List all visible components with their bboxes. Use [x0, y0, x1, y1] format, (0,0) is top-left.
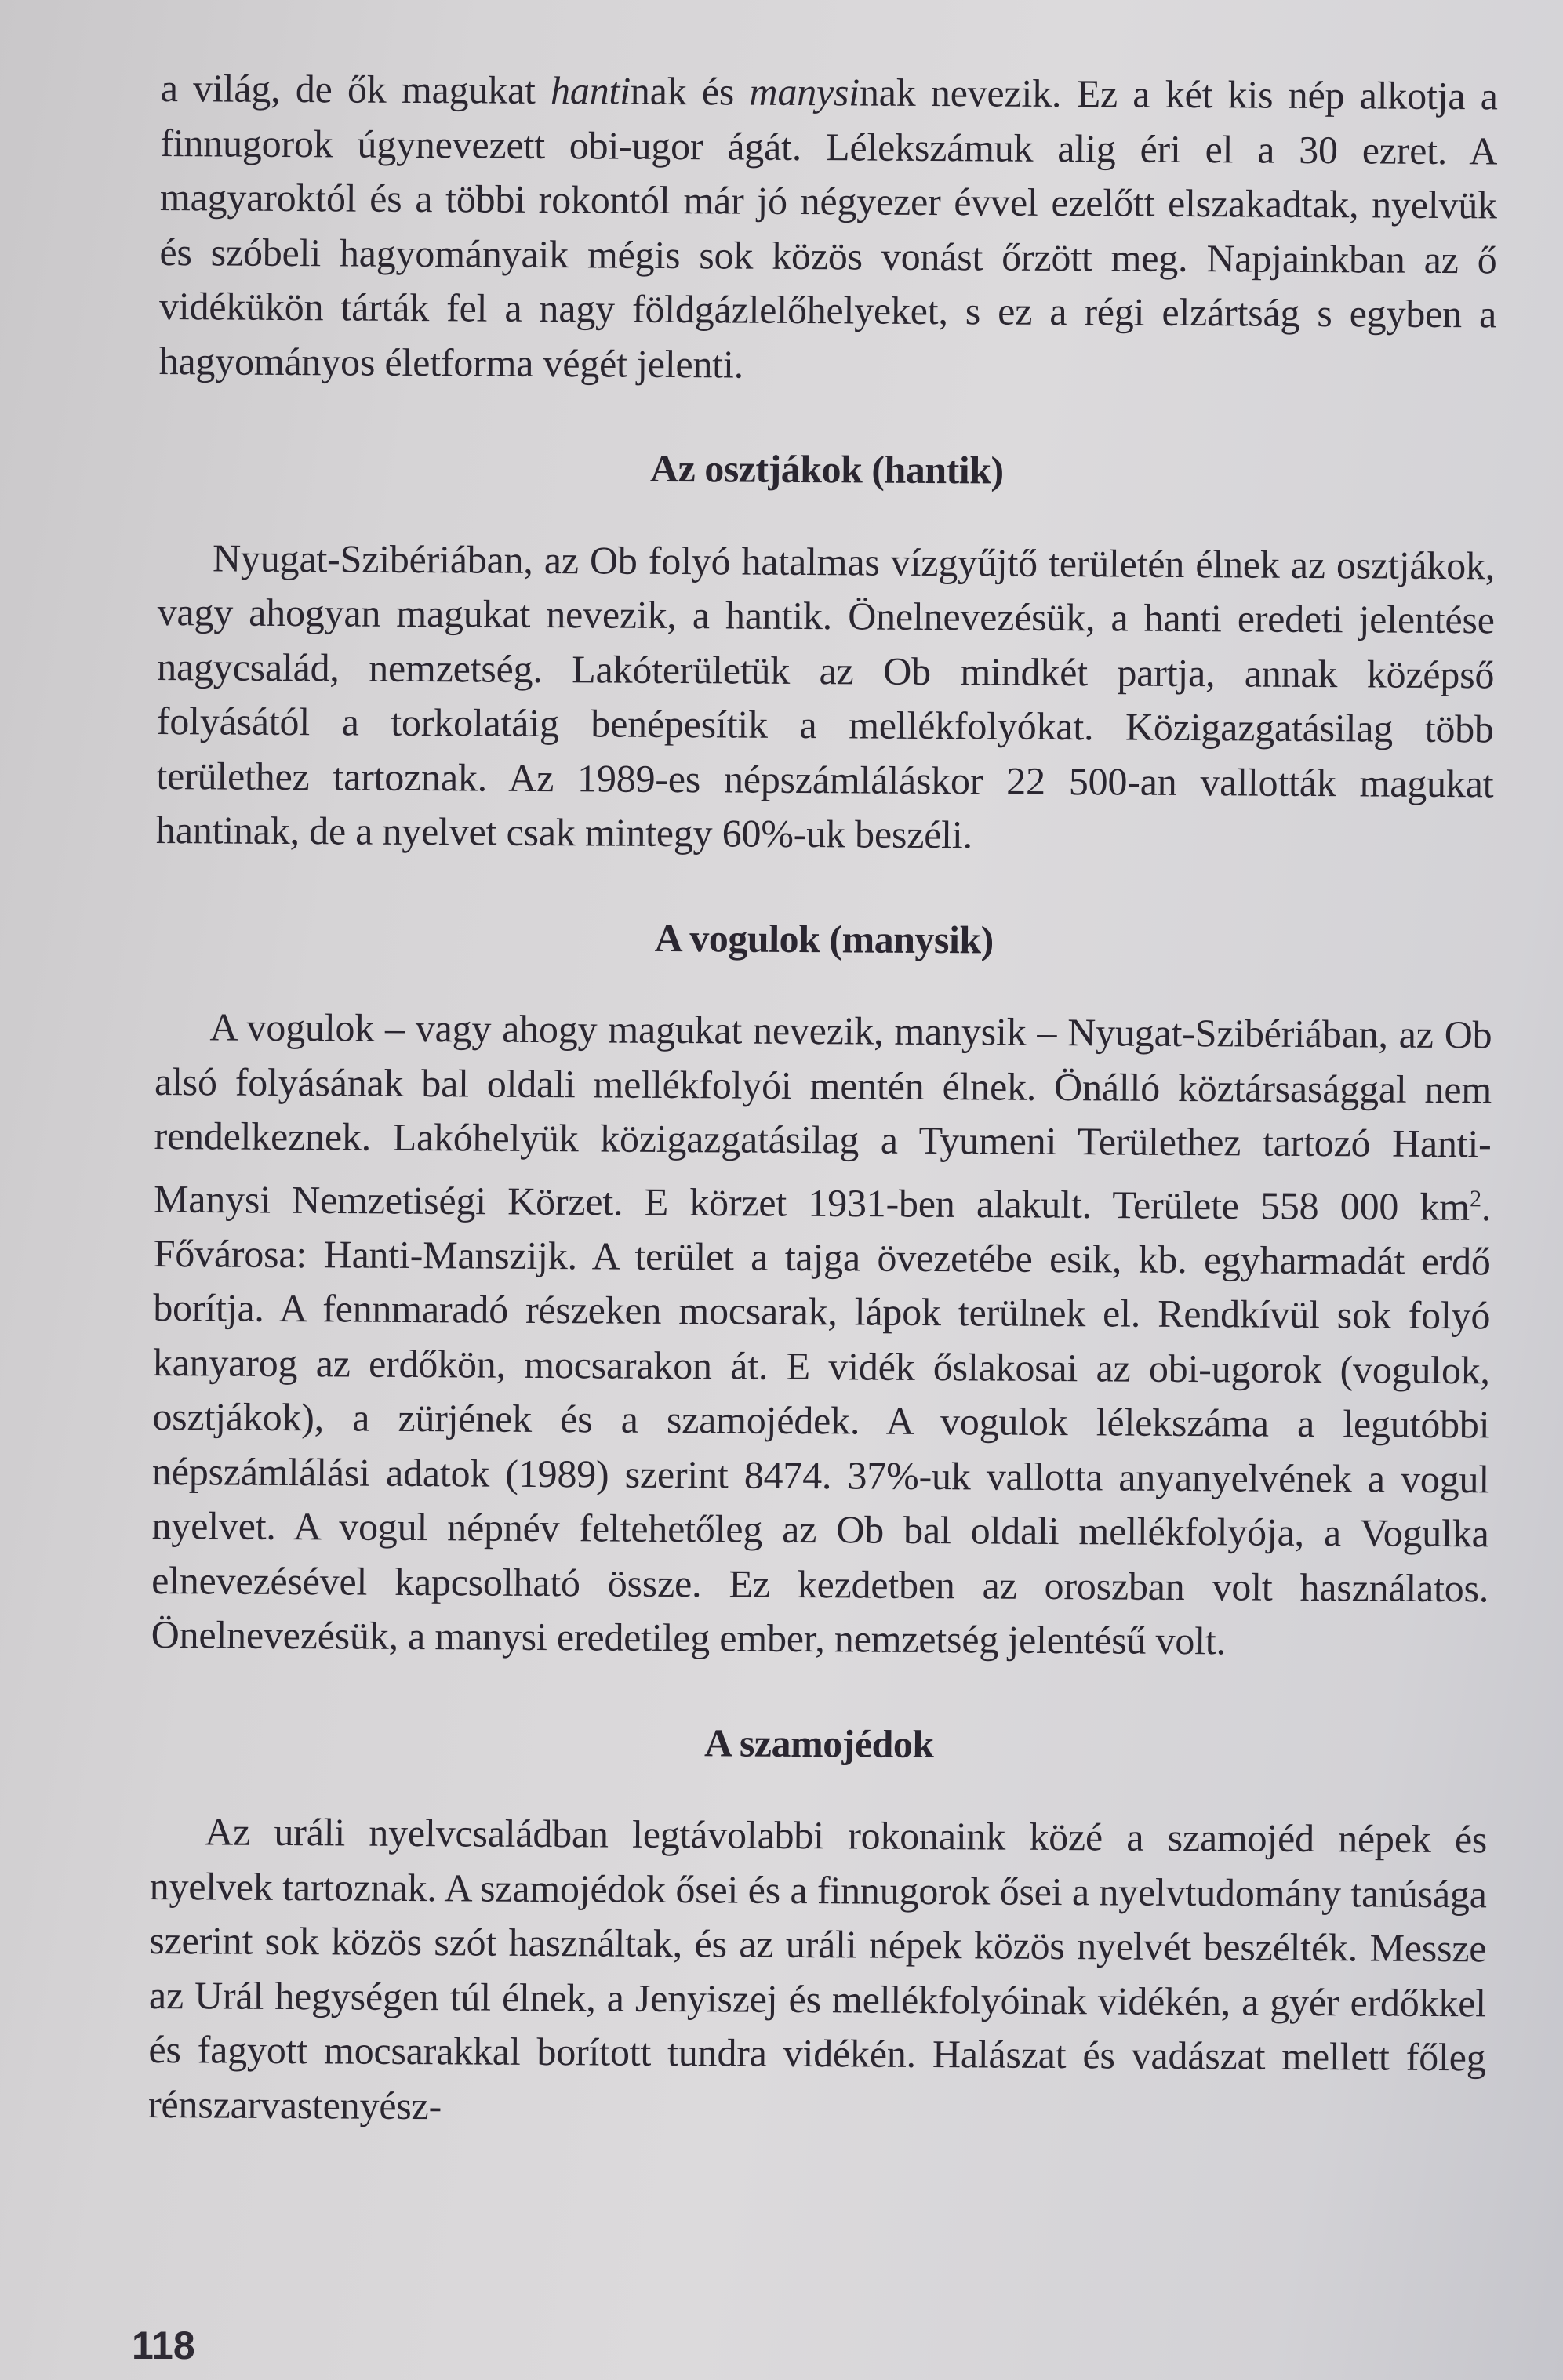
section-body-vogulok: A vogulok – vagy ahogy magukat nevezik, manysik – Nyugat-Szibériában, az Ob alsó folyásának bal oldali mellékfolyói mentén élnek. Önálló köztársasággal nem rendelkeznek. Lakóhelyük közigazgatásilag a Tyumeni Területhez tartozó Hanti-Manysi Nemzetiségi Körzet. E körzet 1931-ben alakult. Területe 558 000 $km^2$. Fővárosa: Hanti-Manszijk. A terület a tajga övezetébe esik, kb. egyharmadát erdő borítja. A fennmaradó részeken mocsarak, lápok terülnek el. Rendkívül sok folyó kanyarog az erdőkön, mocsarakon át. E vidék őslakosai az obi-ugorok (vogulok, osztjákok), a zürjének és a szamojédek. A vogulok lélekszáma a legutóbbi népszámlálási adatok (1989) szerint 8474. 37%-uk vallotta anyanyelvének a vogul nyelvet. A vogul népnév feltehetőleg az Ob bal oldali mellékfolyója, a Vogulka elnevezésével kapcsolható össze. Ez kezdetben az oroszban volt használatos. Önelnevezésük, a manysi eredetileg ember, nemzetség jelentésű volt. — [151, 1005, 1492, 1663]
book-page — [148, 61, 1498, 2140]
section-heading-vogulok: A vogulok (manysik) — [654, 915, 994, 962]
italic-term-manysi: manysi — [749, 69, 860, 114]
section-body-osztjakok: Nyugat-Szibériában, az Ob folyó hatalmas vízgyűjtő területén élnek az osztjákok, vagy ahogyan magukat nevezik, a hantik. Önelnevezésük, a hanti eredeti jelentése nagycsalád, nemzetség. Lakóterületük az Ob mindkét partja, annak középső folyásától a torkolatáig benépesítik a mellékfolyókat. Közigazgatásilag több területhez tartoznak. Az 1989-es népszámláláskor 22 500-an vallották magukat hantinak, de a nyelvet csak mintegy 60%-uk beszéli. — [155, 535, 1496, 857]
italic-term-hanti: hanti — [550, 68, 631, 113]
page-number: 118 — [132, 2324, 195, 2367]
superscript-2: 2 — [1469, 1185, 1481, 1212]
section-body-szamojedok: Az uráli nyelvcsaládban legtávolabbi rokonaink közé a szamojéd népek és nyelvek tartoznak. A szamojédok ősei és a finnugorok ősei a nyelvtudomány tanúsága szerint sok közös szót használtak, és az uráli népek közös nyelvét beszélték. Messze az Urál hegységen túl élnek, a Jenyiszej és mellékfolyóinak vidékén, a gyér erdőkkel és fagyott mocsarakkal borított tundra vidékén. Halászat és vadászat mellett főleg rénszarvastenyész- — [147, 1809, 1488, 2127]
section-heading-szamojedok: A szamojédok — [703, 1720, 934, 1766]
intro-paragraph: a világ, de ők magukat hantinak és manysinak nevezik. Ez a két kis nép alkotja a finnugorok úgynevezett obi-ugor ágát. Lélekszámuk alig éri el a 30 ezret. A magyaroktól és a többi rokontól már jó négyezer évvel ezelőtt elszakadtak, nyelvük és szóbeli hagyományaik mégis sok közös vonást őrzött meg. Napjainkban az ő vidékükön tárták fel a nagy földgázlelőhelyeket, s ez a régi elzártság s egyben a hagyományos életforma végét jelenti. — [158, 65, 1498, 387]
section-heading-osztjakok: Az osztjákok (hantik) — [649, 445, 1004, 492]
